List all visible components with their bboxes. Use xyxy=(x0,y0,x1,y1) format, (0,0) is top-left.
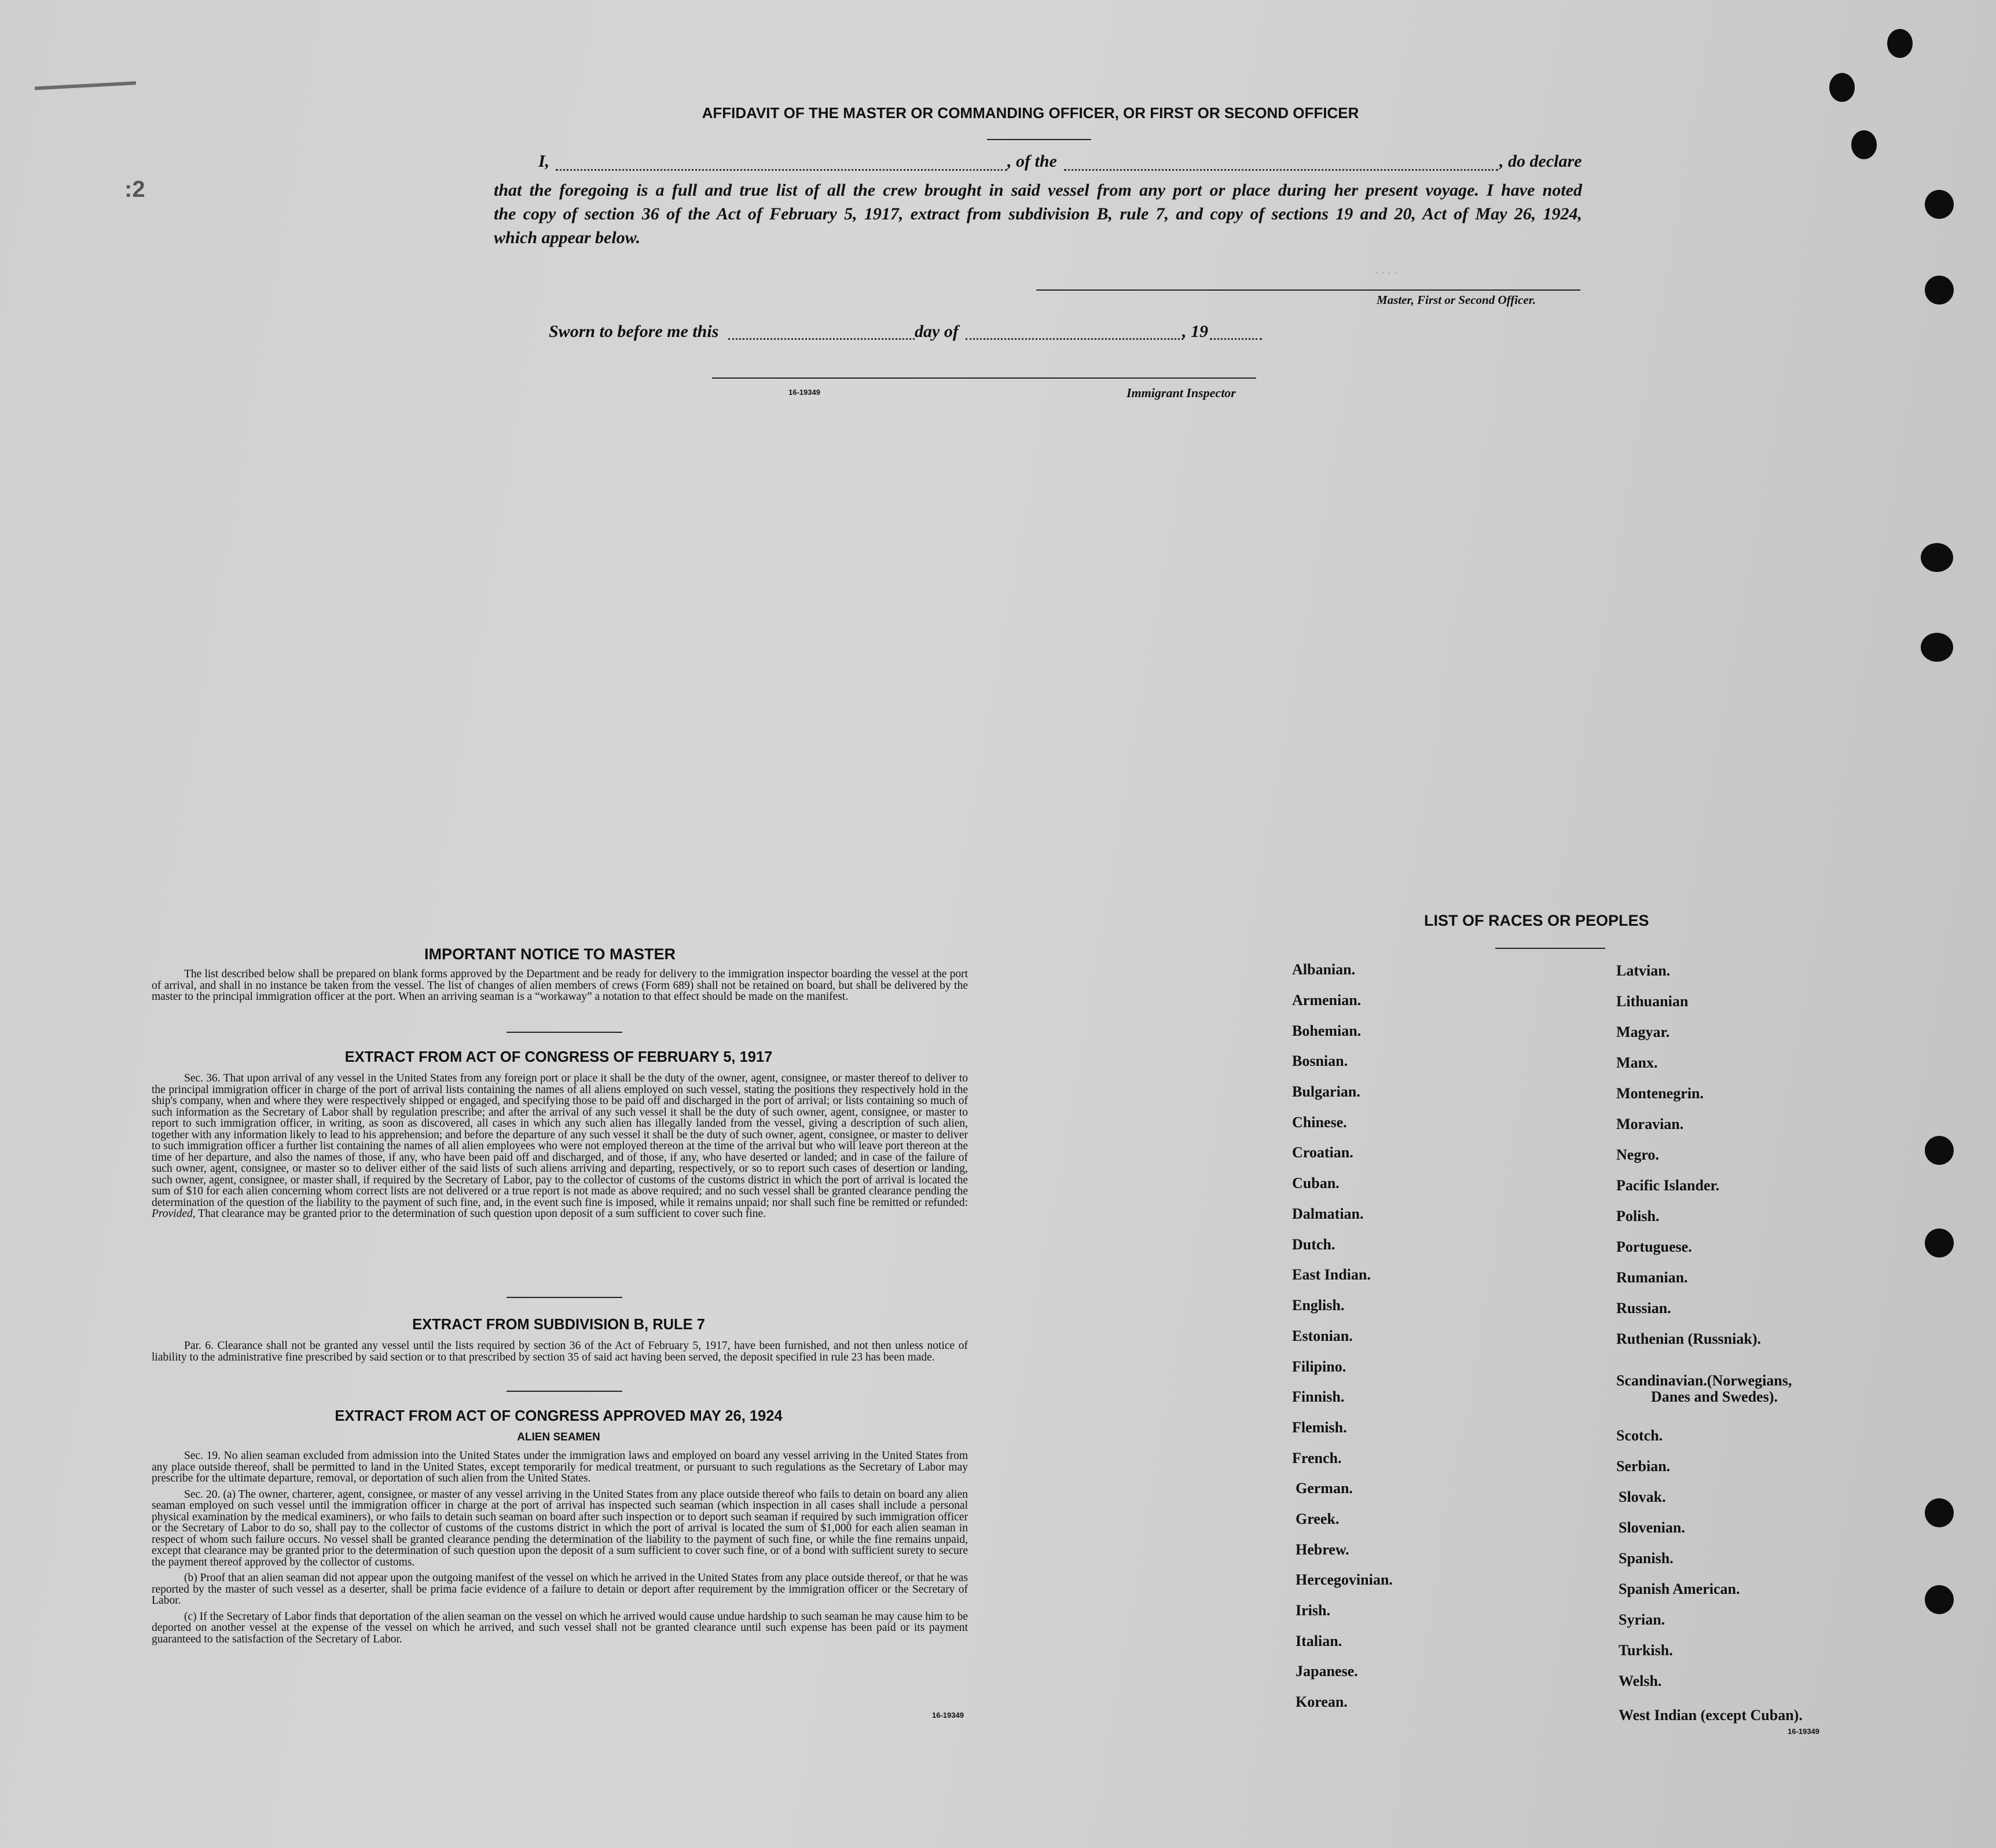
race-item: Serbian. xyxy=(1616,1458,1671,1475)
race-item: Magyar. xyxy=(1616,1024,1670,1040)
affidavit-title: AFFIDAVIT OF THE MASTER OR COMMANDING OFFICER, OR FIRST OR SECOND OFFICER xyxy=(702,104,1359,122)
affidavit-i-label: I, xyxy=(538,152,550,171)
extract-rule7-text xyxy=(152,1340,968,1363)
race-item: Filipino. xyxy=(1292,1358,1346,1375)
extract-1917-paragraph xyxy=(152,1073,968,1220)
extract-rule7-title: EXTRACT FROM SUBDIVISION B, RULE 7 xyxy=(412,1317,705,1333)
section-divider xyxy=(507,1297,622,1298)
race-item: Montenegrin. xyxy=(1616,1085,1704,1102)
vessel-blank[interactable] xyxy=(1064,169,1498,171)
sworn-year-blank[interactable] xyxy=(1210,338,1262,340)
race-item: Lithuanian xyxy=(1616,993,1689,1010)
affidavit-of-the: , of the xyxy=(1007,152,1057,171)
inspector-signature-line[interactable] xyxy=(712,377,1256,379)
race-item: Chinese. xyxy=(1292,1114,1347,1131)
extract-1924-paragraph: (b) Proof that an alien seaman did not appear upon the outgoing manifest of the vessel on which he arrived in the United States from any place outside thereof, or that he was reported by the master of such vessel as a deserter, shall be prima facie evidence of a failure to detain or deport after requirement by the immigration officer or the Secretary of Labor. xyxy=(152,1572,968,1607)
affidavit-do-declare: , do declare xyxy=(1499,152,1582,171)
extract-1924-title: EXTRACT FROM ACT OF CONGRESS APPROVED MAY 26, 1924 xyxy=(335,1408,783,1424)
title-underline xyxy=(987,139,1091,140)
races-title-underline xyxy=(1495,948,1605,949)
punch-hole xyxy=(1925,276,1954,305)
extract-1924-text xyxy=(152,1450,968,1645)
extract-rule7-paragraph: Par. 6. Clearance shall not be granted any vessel until the lists required by section 36 of the Act of February 5, 1917, have been furnished, and not then unless notice of liability to the administrative fine prescribed by said section or to that prescribed by section 35 of said act having been served, the deposit specified in rule 23 has been made. xyxy=(152,1340,968,1363)
race-item: Hebrew. xyxy=(1296,1541,1349,1558)
race-item: Polish. xyxy=(1616,1208,1660,1224)
extract-1924-paragraph: Sec. 20. (a) The owner, charterer, agent, consignee, or master of any vessel arriving in the United States from any place outside thereof who fails to detain on board any alien seaman employed on such vessel until the immigration officer in charge at the port of arrival has inspected such seaman (which inspection in all cases shall include a personal physical examination by the medical examiners), or who fails to detain such seaman on board after such inspection or to deport such seaman if required by such immigration officer or the Secretary of Labor to do so, shall pay to the collector of customs of the customs district in which the port of arrival is located the sum of $1,000 for each alien seaman in respect of whom such failure occurs. No vessel shall be granted clearance pending the determination of the liability to the payment of such fine, or while the fine remains unpaid, except that clearance may be granted prior to the determination of such question upon the deposit of a sum sufficient to cover such fine, or of a bond with sufficient surety to secure the payment thereof approved by the collector of customs. xyxy=(152,1488,968,1568)
extract-1917-body: Sec. 36. That upon arrival of any vessel in the United States from any foreign port or place it shall be the duty of the owner, agent, consignee, or master thereof to deliver to the principal immigration officer in charge of the port of arrival lists containing the names of all aliens employed on such vessel, stating the positions they respectively hold in the ship's company, when and where they were respectively shipped or engaged, and specifying those to be paid off and discharged in the port of arrival; or lists containing so much of such information as the Secretary of Labor shall by regulation prescribe; and after the arrival of any such vessel it shall be the duty of such owner, agent, consignee, or master to report to such immigration officer, in writing, as soon as discovered, all cases in which any such alien has illegally landed from the vessel, giving a description of such alien, together with any information likely to lead to his apprehension; and before the departure of any such vessel it shall be the duty of such owner, agent, consignee, or master to deliver to such immigration officer a further list containing the names of all alien employees who were not employed thereon at the time of the arrival but who will leave port thereon at the time of her departure, and also the names of those, if any, who have been paid off and discharged, and of those, if any, who have deserted or landed; and in case of the failure of such owner, agent, consignee, or master so to deliver either of the said lists of such aliens arriving and departing, respectively, or so to report such cases of desertion or landing, such owner, agent, consignee, or master shall, if required by the Secretary of Labor, pay to the collector of customs of the customs district in which the port of arrival is located the sum of $10 for each alien concerning whom correct lists are not delivered or a true report is not made as above required; and no such vessel shall be granted clearance pending the determination of the question of the liability to the payment of such fine, and, in the event such fine is imposed, while it remains unpaid; nor shall such fine be remitted or refunded: xyxy=(152,1072,968,1209)
punch-hole xyxy=(1887,29,1913,58)
signature-line[interactable] xyxy=(1036,289,1580,291)
race-item: Rumanian. xyxy=(1616,1269,1688,1286)
race-item: Flemish. xyxy=(1292,1419,1347,1436)
section-divider xyxy=(507,1032,622,1033)
extract-1917-text xyxy=(152,1073,968,1220)
sworn-day-of: day of xyxy=(915,322,959,341)
scratch-mark xyxy=(35,81,136,90)
race-item: Ruthenian (Russniak). xyxy=(1616,1330,1761,1347)
punch-hole xyxy=(1921,543,1953,572)
race-item: Croatian. xyxy=(1292,1144,1353,1161)
extract-1917-title: EXTRACT FROM ACT OF CONGRESS OF FEBRUARY 5, 1917 xyxy=(344,1049,773,1065)
affidavit-line: which appear below. xyxy=(494,228,641,247)
race-item: Greek. xyxy=(1296,1510,1340,1527)
race-item: Turkish. xyxy=(1619,1642,1673,1659)
punch-hole xyxy=(1925,1585,1954,1614)
extract-1924-subtitle: ALIEN SEAMEN xyxy=(517,1431,600,1443)
race-item: Estonian. xyxy=(1292,1328,1353,1344)
race-item: Latvian. xyxy=(1616,962,1671,979)
bleed-through-text: · · · · xyxy=(1375,266,1397,278)
race-item: Danes and Swedes). xyxy=(1651,1388,1778,1405)
sworn-year-prefix: , 19 xyxy=(1182,322,1208,341)
sworn-day-blank[interactable] xyxy=(728,338,915,340)
notice-text xyxy=(152,969,968,1003)
inspector-label: Immigrant Inspector xyxy=(1127,386,1236,400)
race-item: German. xyxy=(1296,1480,1353,1497)
form-number: 16-19349 xyxy=(932,1711,964,1719)
name-blank[interactable] xyxy=(556,169,1007,171)
races-title: LIST OF RACES OR PEOPLES xyxy=(1424,912,1649,929)
race-item: Bohemian. xyxy=(1292,1022,1362,1039)
race-item: Russian. xyxy=(1616,1300,1671,1317)
proviso-text: That clearance may be granted prior to the determination of such question upon deposit of a sum sufficient to cover such fine. xyxy=(198,1208,766,1220)
race-item: Manx. xyxy=(1616,1054,1658,1071)
extract-1924-paragraph: Sec. 19. No alien seaman excluded from admission into the United States under the immigration laws and employed on board any vessel arriving in the United States from any place outside thereof, shall be permitted to land in the United States, except temporarily for medical treatment, or pursuant to such regulations as the Secretary of Labor may prescribe for the ultimate departure, removal, or deportation of such alien from the United States. xyxy=(152,1450,968,1484)
race-item: English. xyxy=(1292,1297,1345,1314)
proviso-label: Provided, xyxy=(152,1208,196,1220)
race-item: Hercegovinian. xyxy=(1296,1571,1393,1588)
affidavit-body xyxy=(494,178,1582,250)
affidavit-line: that the foregoing is a full and true list of all the crew brought in said vessel from any port or place during her present voyage. I have noted xyxy=(494,181,1582,200)
race-item: Scandinavian.(Norwegians, xyxy=(1616,1372,1792,1389)
race-item: Spanish. xyxy=(1619,1550,1674,1567)
signature-label: Master, First or Second Officer. xyxy=(1377,293,1536,307)
race-item: French. xyxy=(1292,1450,1342,1466)
race-item: Finnish. xyxy=(1292,1388,1345,1405)
race-item: Slovak. xyxy=(1619,1488,1666,1505)
punch-hole xyxy=(1829,73,1855,102)
punch-hole xyxy=(1925,1136,1954,1165)
race-item: Slovenian. xyxy=(1619,1519,1685,1536)
race-item: Italian. xyxy=(1296,1633,1342,1649)
punch-hole xyxy=(1921,633,1953,662)
punch-hole xyxy=(1925,1498,1954,1527)
margin-mark: :2 xyxy=(124,177,145,202)
race-item: Pacific Islander. xyxy=(1616,1177,1720,1194)
punch-hole xyxy=(1851,130,1877,159)
race-item: Dalmatian. xyxy=(1292,1205,1364,1222)
race-item: Scotch. xyxy=(1616,1427,1663,1444)
race-item: Cuban. xyxy=(1292,1175,1340,1191)
race-item: Moravian. xyxy=(1616,1116,1684,1132)
sworn-month-blank[interactable] xyxy=(966,338,1183,340)
race-item: Albanian. xyxy=(1292,961,1356,978)
race-item: Spanish American. xyxy=(1619,1581,1740,1597)
affidavit-line: the copy of section 36 of the Act of February 5, 1917, extract from subdivision B, rule 7, and copy of sections 19 and 20, Act of May 26, 1924, xyxy=(494,204,1582,223)
form-number: 16-19349 xyxy=(1788,1727,1819,1736)
race-item: Irish. xyxy=(1296,1602,1330,1619)
sworn-prefix: Sworn to before me this xyxy=(549,322,719,341)
race-item: Bulgarian. xyxy=(1292,1083,1360,1100)
race-item: Japanese. xyxy=(1296,1663,1358,1680)
race-item: East Indian. xyxy=(1292,1266,1371,1283)
race-item: West Indian (except Cuban). xyxy=(1619,1707,1803,1724)
notice-title: IMPORTANT NOTICE TO MASTER xyxy=(424,945,676,963)
race-item: Bosnian. xyxy=(1292,1053,1348,1069)
punch-hole xyxy=(1925,190,1954,219)
race-item: Korean. xyxy=(1296,1693,1348,1710)
race-item: Syrian. xyxy=(1619,1611,1665,1628)
extract-1924-paragraph: (c) If the Secretary of Labor finds that deportation of the alien seaman on the vessel on which he arrived would cause undue hardship to such seaman he may cause him to be deported on another vessel at the expense of the vessel on which he arrived, and such vessel shall not be granted clearance until such expense has been paid or its payment guaranteed to the satisfaction of the Secretary of Labor. xyxy=(152,1610,968,1645)
race-item: Welsh. xyxy=(1619,1673,1662,1689)
race-item: Negro. xyxy=(1616,1146,1659,1163)
notice-paragraph: The list described below shall be prepared on blank forms approved by the Department and be ready for delivery to the immigration inspector boarding the vessel at the port of arrival, and shall in no instance be taken from the vessel. The list of changes of alien members of crews (Form 689) shall not be retained on board, but shall be delivered by the master to the principal immigration officer at the port. When an arriving seaman is a “workaway” a notation to that effect should be made on the manifest. xyxy=(152,968,968,1003)
race-item: Dutch. xyxy=(1292,1236,1335,1253)
race-item: Portuguese. xyxy=(1616,1238,1692,1255)
section-divider xyxy=(507,1391,622,1392)
form-number: 16-19349 xyxy=(788,388,820,397)
race-item: Armenian. xyxy=(1292,992,1362,1009)
punch-hole xyxy=(1925,1229,1954,1257)
